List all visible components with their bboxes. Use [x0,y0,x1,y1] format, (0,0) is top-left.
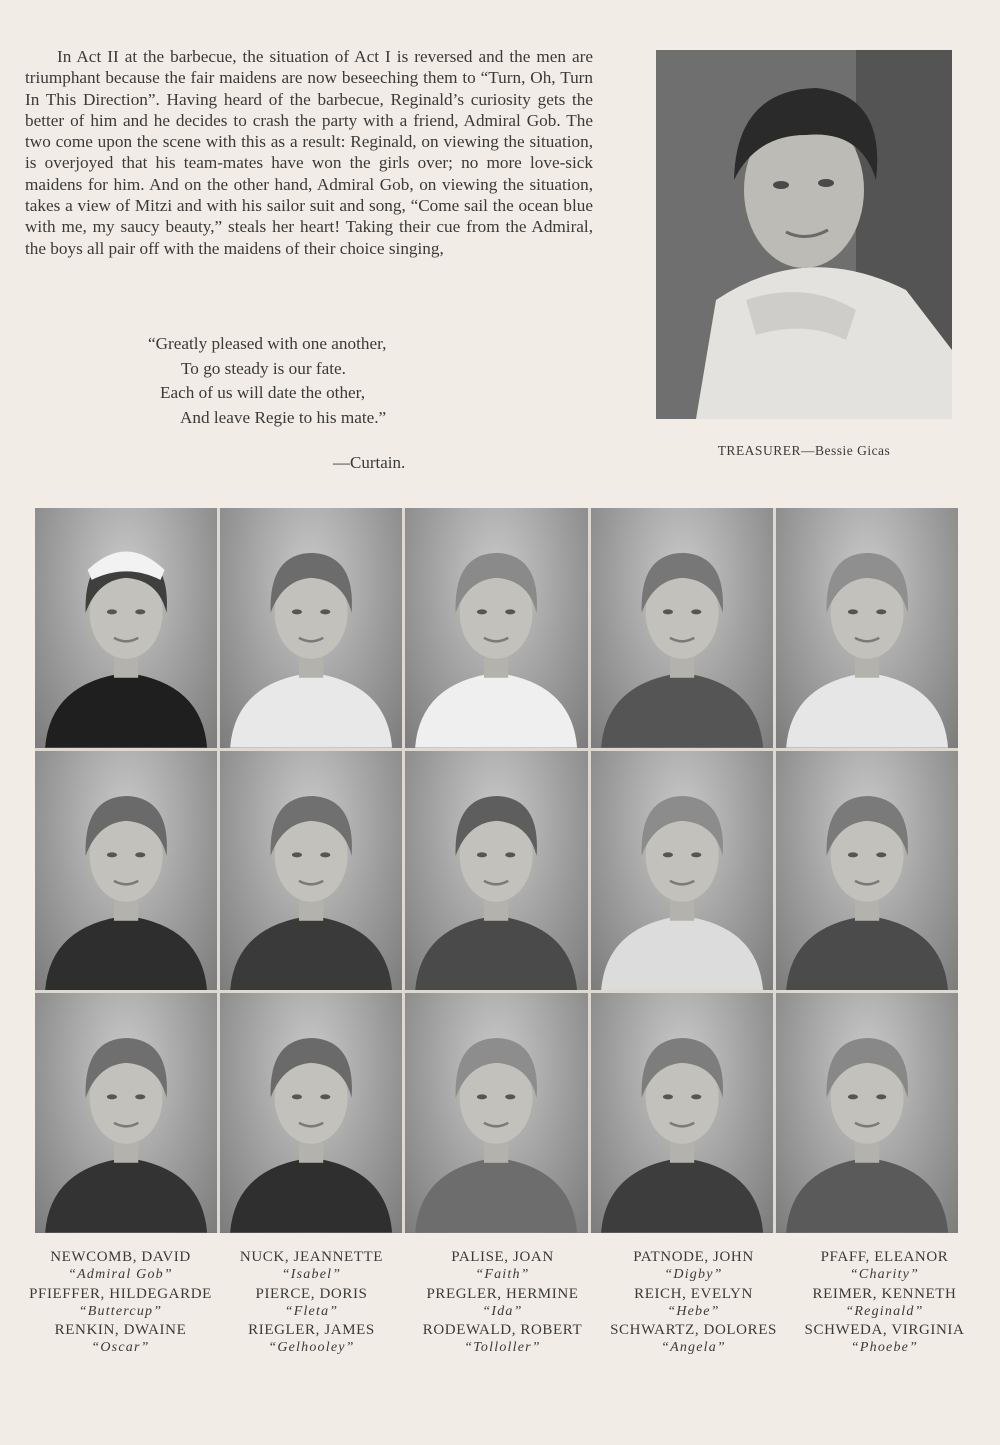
portrait-grid [35,508,958,1233]
cast-role: “Gelhooley” [268,1340,355,1356]
student-portrait [405,993,587,1233]
cast-column [598,1248,789,1358]
curtain-line: —Curtain. [333,453,406,472]
cast-role: “Faith” [475,1267,530,1283]
cast-name: PREGLER, HERMINE [426,1285,579,1302]
portrait-image [591,508,773,748]
cast-column [407,1248,598,1358]
cast-name: SCHWARTZ, DOLORES [610,1322,777,1339]
student-portrait [405,508,587,748]
narrative-text [25,46,593,259]
cast-role: “Oscar” [91,1340,150,1356]
verse-line: “Greatly pleased with one another, [148,334,387,353]
cast-name: PATNODE, JOHN [633,1249,754,1265]
portrait-image [220,508,402,748]
treasurer-caption: TREASURER—Bessie Gicas [717,443,891,458]
cast-role: “Reginald” [845,1303,924,1319]
cast-name: RIEGLER, JAMES [248,1322,375,1339]
student-portrait [35,751,217,991]
cast-name: NUCK, JEANNETTE [239,1249,384,1265]
cast-role: “Phoebe” [850,1340,919,1356]
narrative-paragraph: In Act II at the barbecue, the situation of Act I is reversed and the men are triumphant because the fair maidens are now beseeching them to “Turn, Oh, Turn In This Direction”. Having heard of the barbecue, Reginald’s curiosity gets the better of him and he decides to crash the party with a friend, Admiral Gob. The two come upon the scene with this as a result: Reginald, on viewing the situation, is overjoyed that his team-mates have won the girls over; no more love-sick maidens for him. And on the other hand, Admiral Gob, on viewing the situation, takes a view of Mitzi and with his sailor suit and song, “Come sail the ocean blue with me, my saucy beauty,” steals her heart! Taking their cue from the Admiral, the boys all pair off with the maidens of their choice singing, [25,47,593,258]
cast-name: RODEWALD, ROBERT [422,1322,583,1339]
portrait-image [405,751,587,991]
student-portrait [405,751,587,991]
cast-name: SCHWEDA, VIRGINIA [804,1322,965,1339]
portrait-image [220,751,402,991]
portrait-image [776,508,958,748]
cast-name: PFIEFFER, HILDEGARDE [29,1285,212,1302]
portrait-image [776,993,958,1233]
student-portrait [220,508,402,748]
student-portrait [220,751,402,991]
cast-role: “Digby” [664,1267,723,1283]
treasurer-photo [656,50,952,419]
student-portrait [776,751,958,991]
portrait-image [35,508,217,748]
student-portrait [776,508,958,748]
portrait-image [405,508,587,748]
cast-list [25,1248,980,1358]
cast-name: PIERCE, DORIS [255,1285,368,1302]
portrait-image [35,751,217,991]
student-portrait [35,508,217,748]
cast-role: “Isabel” [281,1267,342,1283]
student-portrait [776,993,958,1233]
cast-role: “Angela” [661,1340,726,1356]
verse-line: Each of us will date the other, [160,383,366,402]
cast-name: NEWCOMB, DAVID [50,1249,191,1265]
verse-line: To go steady is our fate. [181,358,346,378]
student-portrait [591,508,773,748]
cast-name: REICH, EVELYN [634,1285,753,1302]
portrait-image [591,751,773,991]
cast-role: “Buttercup” [78,1303,163,1319]
cast-name: RENKIN, DWAINE [54,1322,187,1339]
student-portrait [591,993,773,1233]
cast-column [216,1248,407,1358]
cast-role: “Tolloller” [464,1340,541,1356]
cast-name: REIMER, KENNETH [812,1285,957,1302]
student-portrait [591,751,773,991]
portrait-image [220,993,402,1233]
cast-name: PALISE, JOAN [451,1249,554,1265]
verse-line: And leave Regie to his mate.” [180,407,387,427]
portrait-image [405,993,587,1233]
portrait-image [776,751,958,991]
portrait-image [35,993,217,1233]
cast-name: PFAFF, ELEANOR [820,1249,949,1265]
student-portrait [35,993,217,1233]
cast-column [789,1248,980,1358]
portrait-image [591,993,773,1233]
treasurer-portrait-image [656,50,952,419]
student-portrait [220,993,402,1233]
cast-role: “Admiral Gob” [68,1267,173,1283]
cast-column [25,1248,216,1358]
song-verse [148,332,478,430]
cast-role: “Charity” [849,1267,920,1283]
cast-role: “Ida” [482,1303,523,1319]
cast-role: “Fleta” [284,1303,339,1319]
cast-role: “Hebe” [667,1303,720,1319]
